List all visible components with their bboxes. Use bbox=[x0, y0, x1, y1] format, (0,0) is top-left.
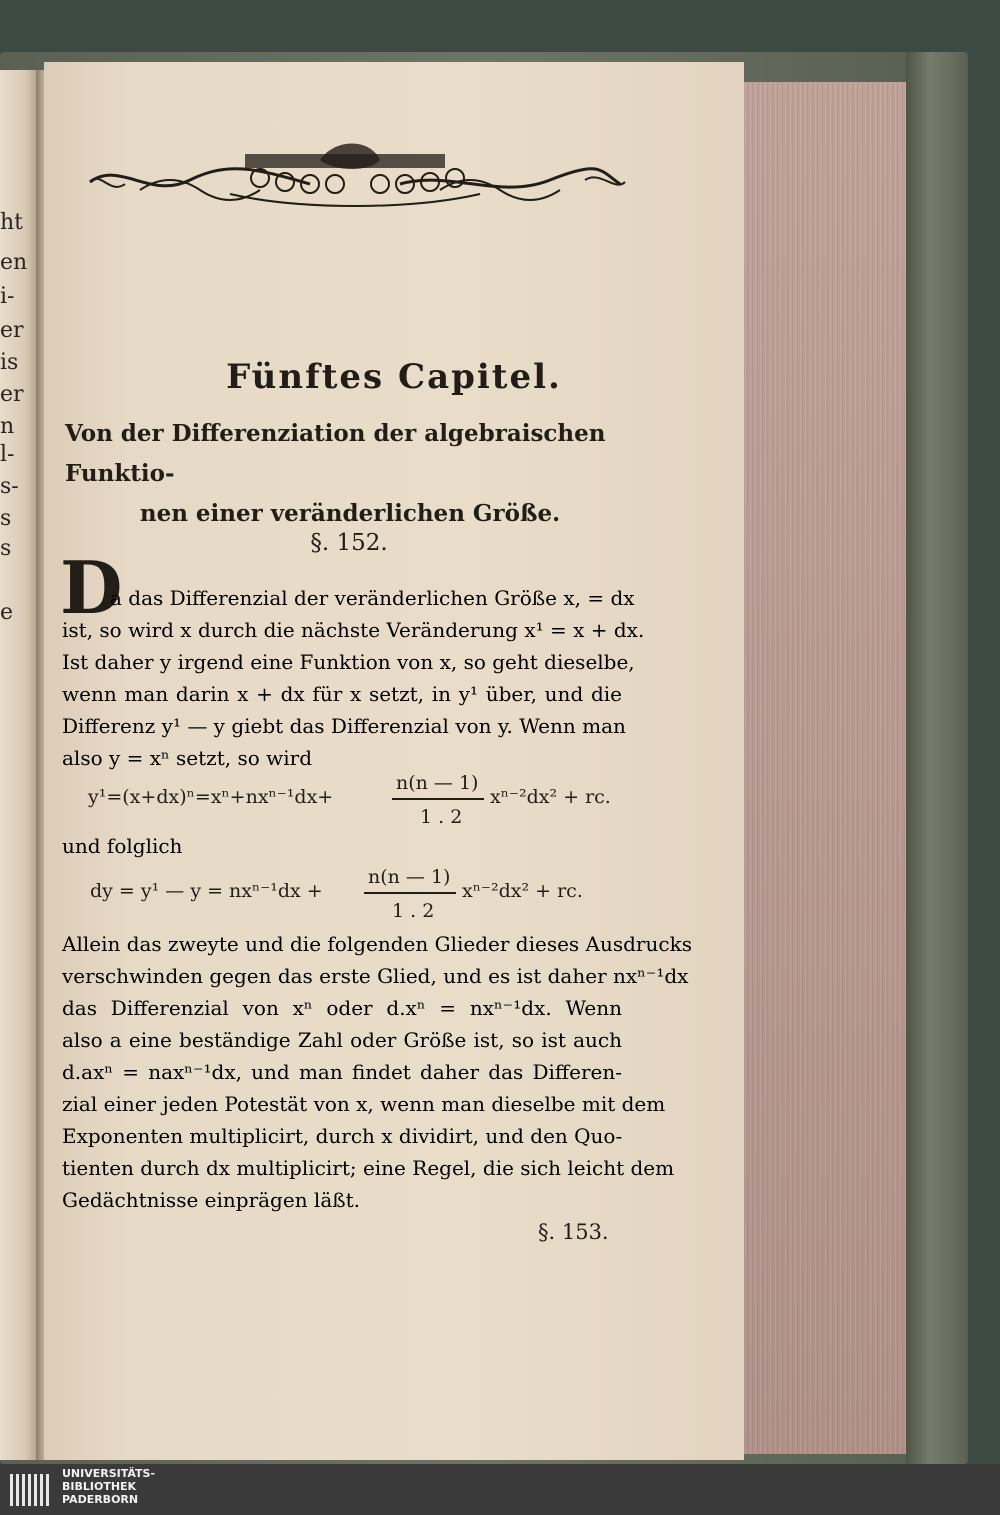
formula-1-denominator: 1 . 2 bbox=[420, 806, 463, 828]
body-line: ist, so wird x durch die nächste Veränderung x¹ = x + dx. bbox=[62, 618, 645, 642]
headpiece-ornament bbox=[80, 140, 630, 220]
body-line: Differenz y¹ — y giebt das Differenzial von y. Wenn man bbox=[62, 714, 626, 738]
body-line: a das Differenzial der veränderlichen Größe x, = dx bbox=[110, 586, 635, 610]
chapter-title: Fünftes Capitel. bbox=[226, 357, 562, 397]
formula-2-numerator: n(n — 1) bbox=[368, 866, 451, 888]
subtitle-line-2: nen einer veränderlichen Größe. bbox=[139, 500, 561, 527]
formula-2-denominator: 1 . 2 bbox=[392, 900, 435, 922]
section-number: §. 152. bbox=[310, 530, 388, 556]
left-fragment: er bbox=[0, 318, 24, 343]
left-fragment: e bbox=[0, 600, 14, 625]
drop-cap: D bbox=[60, 545, 123, 630]
body-line: Exponenten multiplicirt, durch x dividirt, und den Quo- bbox=[62, 1124, 623, 1148]
body-line: Allein das zweyte und die folgenden Glieder dieses Ausdrucks bbox=[62, 932, 692, 956]
formula-2-fraction-bar bbox=[364, 892, 456, 894]
left-fragment: s- bbox=[0, 474, 19, 499]
left-fragment: n bbox=[0, 414, 15, 439]
library-name-line-3: PADERBORN bbox=[62, 1493, 139, 1506]
left-fragment: er bbox=[0, 382, 24, 407]
chapter-subtitle bbox=[65, 414, 635, 534]
book-spine bbox=[906, 52, 966, 1464]
body-line: verschwinden gegen das erste Glied, und es ist daher nxⁿ⁻¹dx bbox=[62, 964, 689, 988]
body-line: also y = xⁿ setzt, so wird bbox=[62, 746, 313, 770]
catchword-next-section: §. 153. bbox=[538, 1220, 609, 1244]
body-line: Gedächtnisse einprägen läßt. bbox=[62, 1188, 361, 1212]
left-fragment: s bbox=[0, 506, 12, 531]
formula-1-trail: xⁿ⁻²dx² + rc. bbox=[490, 786, 611, 808]
body-line: wenn man darin x + dx für x setzt, in y¹ über, und die bbox=[62, 682, 622, 706]
connector-line: und folglich bbox=[62, 834, 183, 858]
formula-1-numerator: n(n — 1) bbox=[396, 772, 479, 794]
left-fragment: l- bbox=[0, 442, 15, 467]
formula-2-lead: dy = y¹ — y = nxⁿ⁻¹dx + bbox=[90, 880, 323, 902]
left-fragment: ht bbox=[0, 210, 24, 235]
library-name bbox=[62, 1467, 155, 1506]
library-name-line-2: BIBLIOTHEK bbox=[62, 1480, 137, 1493]
library-name-line-1: UNIVERSITÄTS- bbox=[62, 1467, 156, 1480]
body-line: Ist daher y irgend eine Funktion von x, so geht dieselbe, bbox=[62, 650, 635, 674]
body-line: d.axⁿ = naxⁿ⁻¹dx, und man findet daher das Differen- bbox=[62, 1060, 622, 1084]
left-fragment: en bbox=[0, 250, 28, 275]
formula-1-fraction-bar bbox=[392, 798, 484, 800]
body-line: zial einer jeden Potestät von x, wenn man dieselbe mit dem bbox=[62, 1092, 666, 1116]
formula-1-lead: y¹=(x+dx)ⁿ=xⁿ+nxⁿ⁻¹dx+ bbox=[88, 786, 334, 808]
body-line: tienten durch dx multiplicirt; eine Regel, die sich leicht dem bbox=[62, 1156, 675, 1180]
left-page-edge bbox=[0, 70, 36, 1460]
formula-2-trail: xⁿ⁻²dx² + rc. bbox=[462, 880, 583, 902]
subtitle-line-1: Von der Differenziation der algebraischen Funktio- bbox=[65, 420, 606, 487]
page-edges bbox=[744, 82, 906, 1454]
body-line: also a eine beständige Zahl oder Größe ist, so ist auch bbox=[62, 1028, 622, 1052]
body-line: das Differenzial von xⁿ oder d.xⁿ = nxⁿ⁻¹dx. Wenn bbox=[62, 996, 622, 1020]
left-fragment: i- bbox=[0, 284, 15, 309]
left-fragment: is bbox=[0, 350, 19, 375]
left-fragment: s bbox=[0, 536, 12, 561]
library-logo-icon bbox=[8, 1470, 54, 1510]
